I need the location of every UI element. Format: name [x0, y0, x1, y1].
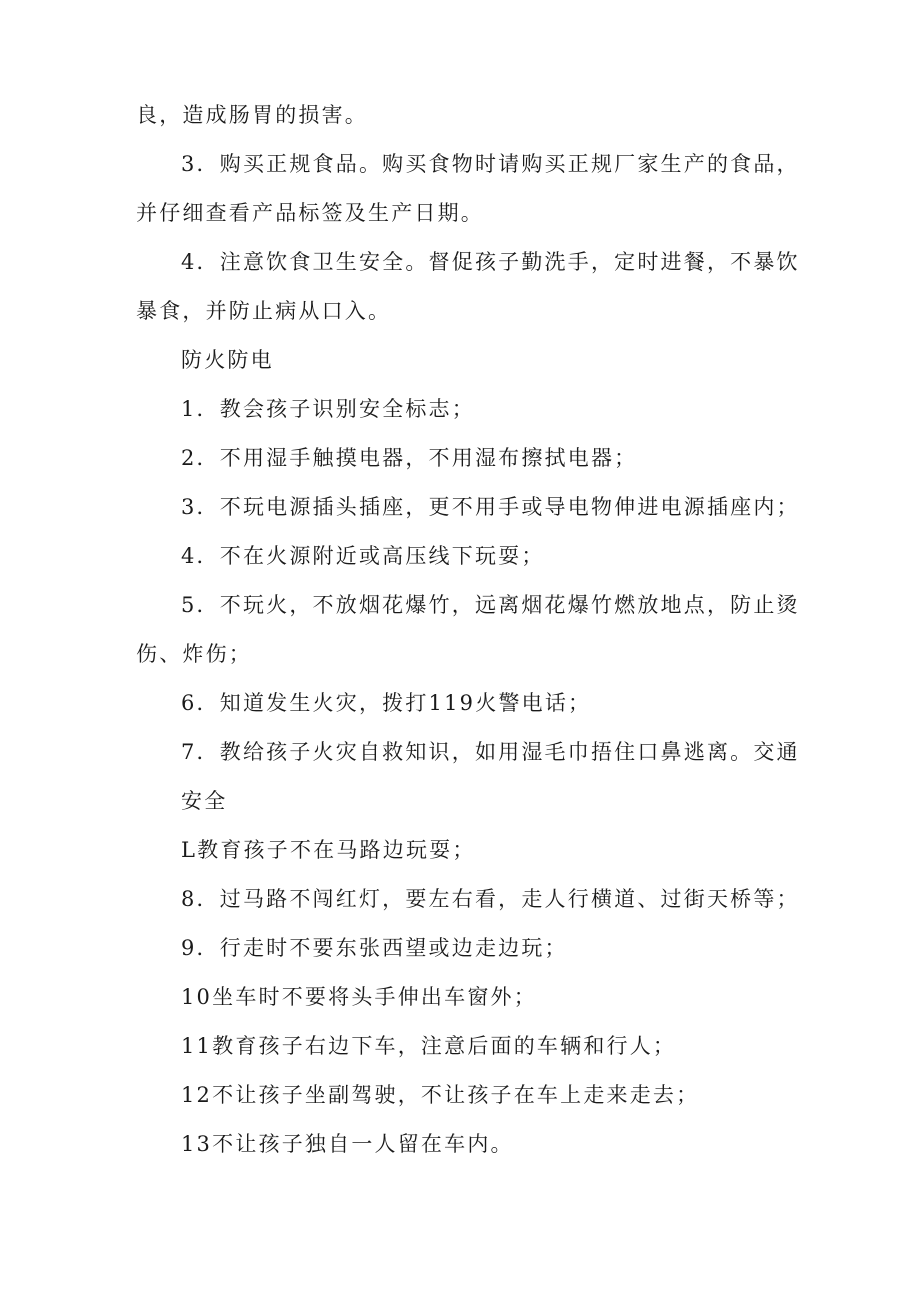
list-item: 5．不玩火，不放烟花爆竹，远离烟花爆竹燃放地点，防止烫 — [181, 593, 800, 617]
list-item: 2．不用湿手触摸电器，不用湿布擦拭电器； — [181, 446, 638, 470]
list-item: 11教育孩子右边下车，注意后面的车辆和行人； — [181, 1034, 677, 1058]
list-item: 8．过马路不闯红灯，要左右看，走人行横道、过街天桥等； — [181, 887, 800, 911]
text-line: 并仔细查看产品标签及生产日期。 — [136, 201, 484, 225]
list-item-continuation: 伤、炸伤； — [136, 642, 252, 666]
text-line: 良，造成肠胃的损害。 — [136, 103, 368, 127]
list-item: 13不让孩子独自一人留在车内。 — [181, 1132, 514, 1156]
text-line: 3．购买正规食品。购买食物时请购买正规厂家生产的食品， — [181, 152, 800, 176]
list-item: 1．教会孩子识别安全标志； — [181, 397, 475, 421]
list-item: L教育孩子不在马路边玩耍； — [181, 838, 476, 862]
list-item: 3．不玩电源插头插座，更不用手或导电物伸进电源插座内； — [181, 495, 800, 519]
list-item: 4．不在火源附近或高压线下玩耍； — [181, 544, 545, 568]
section-heading-fire-electric: 防火防电 — [181, 348, 274, 372]
list-item: 7．教给孩子火灾自救知识，如用湿毛巾捂住口鼻逃离。交通 — [181, 740, 800, 764]
list-item: 12不让孩子坐副驾驶，不让孩子在车上走来走去； — [181, 1083, 700, 1107]
text-line: 暴食，并防止病从口入。 — [136, 299, 392, 323]
text-line: 4．注意饮食卫生安全。督促孩子勤洗手，定时进餐，不暴饮 — [181, 250, 800, 274]
list-item: 6．知道发生火灾，拨打119火警电话； — [181, 691, 592, 715]
list-item: 10坐车时不要将头手伸出车窗外； — [181, 985, 537, 1009]
list-item: 9．行走时不要东张西望或边走边玩； — [181, 936, 568, 960]
section-heading-traffic-continuation: 安全 — [181, 789, 228, 813]
